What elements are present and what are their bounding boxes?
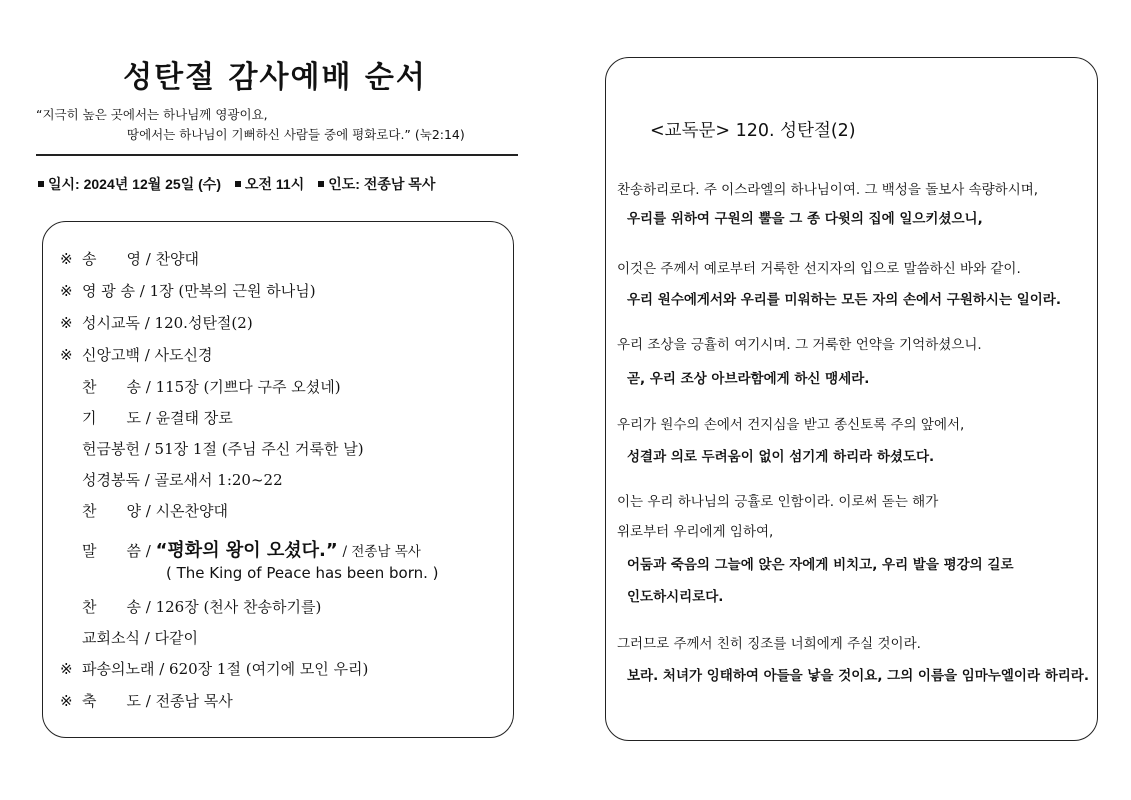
order-item: 헌금봉헌 / 51장 1절 (주님 주신 거룩한 날)	[82, 440, 364, 458]
sermon-subtitle: ( The King of Peace has been born. )	[166, 564, 439, 582]
reading-line-response: 곧, 우리 조상 아브라함에게 하신 맹세라.	[627, 371, 870, 387]
sermon-title: “평화의 왕이 오셨다.”	[155, 540, 338, 561]
reading-line: 이것은 주께서 예로부터 거룩한 선지자의 입으로 말씀하신 바와 같이.	[617, 261, 1021, 277]
service-time: 오전 11시	[244, 176, 305, 192]
reading-line-response: 성결과 의로 두려움이 없이 섬기게 하리라 하셨도다.	[627, 449, 935, 465]
service-date: 일시: 2024년 12월 25일 (수)	[48, 176, 221, 192]
reading-line-response: 보라. 처녀가 잉태하여 아들을 낳을 것이요, 그의 이름을 임마누엘이라 하리라.	[627, 668, 1089, 684]
verse-line-2: 땅에서는 하나님이 기뻐하신 사람들 중에 평화로다.” (눅2:14)	[127, 127, 465, 142]
order-item: 성경봉독 / 골로새서 1:20~22	[82, 471, 283, 489]
order-item: ※ 송 영 / 찬양대	[60, 250, 200, 268]
order-item: ※ 파송의노래 / 620장 1절 (여기에 모인 우리)	[60, 660, 369, 678]
order-item: ※ 축 도 / 전종남 목사	[60, 692, 233, 710]
service-leader: 인도: 전종남 목사	[328, 176, 436, 192]
bullet-square-icon	[235, 181, 241, 187]
order-item: 찬 송 / 115장 (기쁘다 구주 오셨네)	[82, 378, 341, 396]
reading-line: 우리 조상을 긍휼히 여기시며. 그 거룩한 언약을 기억하셨으니.	[617, 337, 982, 353]
verse-line-1: “지극히 높은 곳에서는 하나님께 영광이요,	[36, 107, 268, 122]
reading-line-response: 어둠과 죽음의 그늘에 앉은 자에게 비치고, 우리 발을 평강의 길로	[627, 557, 1014, 573]
reading-line: 이는 우리 하나님의 긍휼로 인함이라. 이로써 돋는 해가	[617, 494, 939, 510]
reading-title: <교독문> 120. 성탄절(2)	[650, 121, 856, 141]
bullet-square-icon	[318, 181, 324, 187]
order-item: ※ 영 광 송 / 1장 (만복의 근원 하나님)	[60, 282, 316, 300]
reading-line-response: 우리 원수에게서와 우리를 미워하는 모든 자의 손에서 구원하시는 일이라.	[627, 292, 1061, 308]
sermon-preacher: / 전종남 목사	[342, 544, 421, 560]
reading-line: 위로부터 우리에게 임하여,	[617, 524, 774, 540]
order-item: 찬 송 / 126장 (천사 찬송하기를)	[82, 598, 322, 616]
reading-line-response: 우리를 위하여 구원의 뿔을 그 종 다윗의 집에 일으키셨으니,	[627, 211, 983, 227]
sermon-item	[82, 536, 421, 562]
order-item: 교회소식 / 다같이	[82, 629, 199, 647]
order-item: 찬 양 / 시온찬양대	[82, 502, 229, 520]
reading-line: 우리가 원수의 손에서 건지심을 받고 종신토록 주의 앞에서,	[617, 417, 965, 433]
bullet-square-icon	[38, 181, 44, 187]
service-info	[38, 174, 435, 194]
order-item: 기 도 / 윤결태 장로	[82, 409, 233, 427]
sermon-label: 말 씀 /	[82, 542, 151, 560]
divider	[36, 154, 518, 156]
order-item: ※ 신앙고백 / 사도신경	[60, 346, 213, 364]
reading-line: 그러므로 주께서 친히 징조를 너희에게 주실 것이라.	[617, 636, 921, 652]
reading-line-response: 인도하시리로다.	[627, 589, 724, 605]
reading-line: 찬송하리로다. 주 이스라엘의 하나님이여. 그 백성을 돌보사 속량하시며,	[617, 182, 1039, 198]
page-title: 성탄절 감사예배 순서	[123, 60, 427, 95]
order-item: ※ 성시교독 / 120.성탄절(2)	[60, 314, 253, 332]
